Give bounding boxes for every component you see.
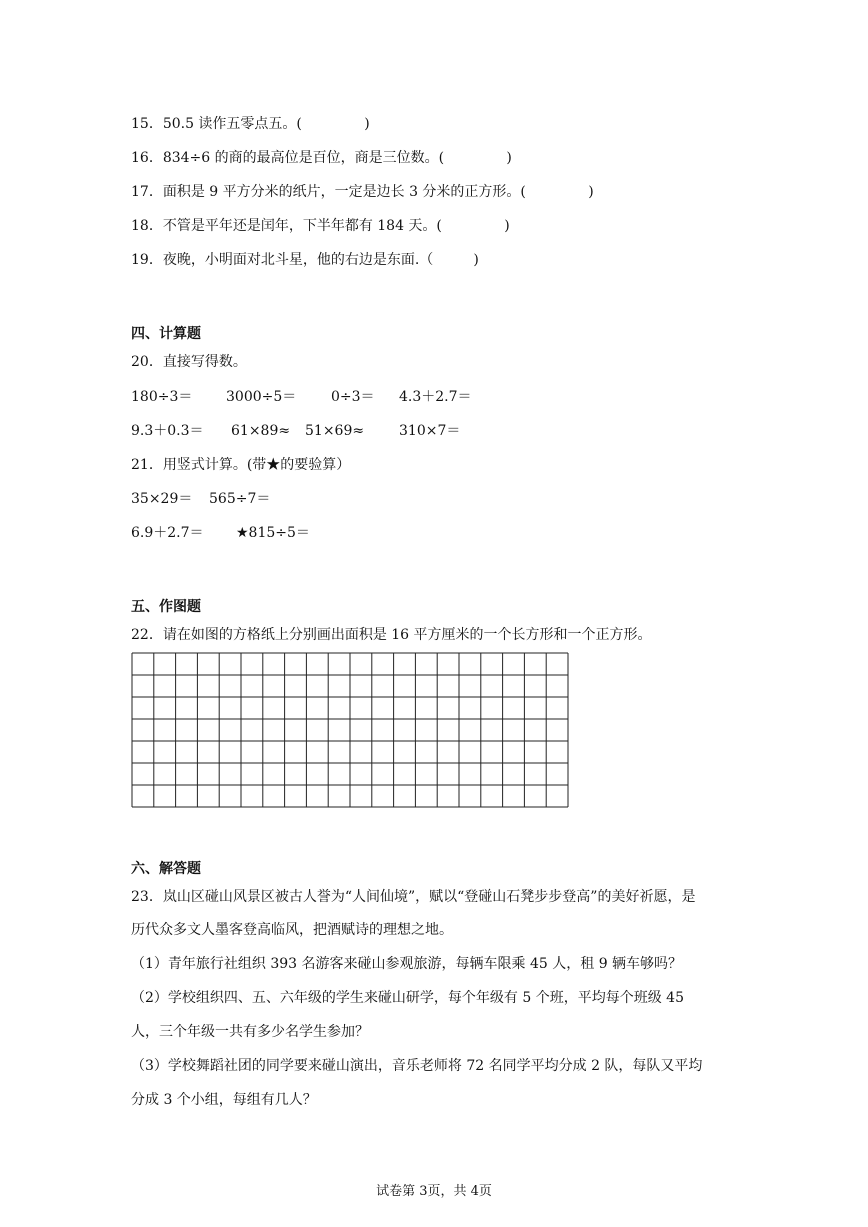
calc-item: 310×7＝ [399,423,461,439]
question-23-sub-3: （3）学校舞蹈社团的同学要来碰山演出，音乐老师将 72 名同学平均分成 2 队，每队又平均 [131,1058,703,1074]
question-16: 16．834÷6 的商的最高位是百位，商是三位数。( ) [131,150,512,166]
calc-item: 61×89≈ [231,423,291,439]
section-heading-calculation: 四、计算题 [131,326,201,342]
calc-item: 3000÷5＝ [226,389,297,405]
calc-item: 9.3＋0.3＝ [131,423,204,439]
question-20: 20．直接写得数。 [131,354,247,370]
calc-item: 6.9＋2.7＝ [131,525,204,541]
question-23-text: 23．岚山区碰山风景区被古人誉为“人间仙境”，赋以“登碰山石凳步步登高”的美好祈愿，是 [131,889,696,905]
section-heading-solution: 六、解答题 [131,861,201,877]
question-21: 21．用竖式计算。(带★的要验算） [131,457,351,473]
square-grid-paper [131,652,569,808]
question-23-sub-1: （1）青年旅行社组织 393 名游客来碰山参观旅游，每辆车限乘 45 人，租 9 辆车够吗？ [131,956,683,972]
page-footer: 试卷第 3页，共 4页 [376,1184,492,1199]
question-18: 18．不管是平年还是闰年，下半年都有 184 天。( ) [131,218,510,234]
section-heading-drawing: 五、作图题 [131,599,201,615]
question-19: 19．夜晚，小明面对北斗星，他的右边是东面.（ ) [131,252,479,268]
calc-item: 565÷7＝ [209,491,271,507]
question-15: 15．50.5 读作五零点五。( ) [131,116,370,132]
calc-item: 0÷3＝ [331,389,375,405]
calc-item: 35×29＝ [131,491,193,507]
question-17: 17．面积是 9 平方分米的纸片，一定是边长 3 分米的正方形。( ) [131,184,594,200]
question-23-sub-2: （2）学校组织四、五、六年级的学生来碰山研学，每个年级有 5 个班，平均每个班级 45 [131,990,684,1006]
calc-item: 4.3＋2.7＝ [399,389,472,405]
calc-item: 51×69≈ [305,423,365,439]
question-22: 22．请在如图的方格纸上分别画出面积是 16 平方厘米的一个长方形和一个正方形。 [131,627,652,643]
calc-item: 180÷3＝ [131,389,193,405]
question-23-sub-3: 分成 3 个小组，每组有几人？ [131,1092,317,1108]
question-23-text: 历代众多文人墨客登高临风，把酒赋诗的理想之地。 [131,922,453,938]
question-23-sub-2: 人，三个年级一共有多少名学生参加？ [131,1024,369,1040]
calc-item: ★815÷5＝ [236,525,310,541]
